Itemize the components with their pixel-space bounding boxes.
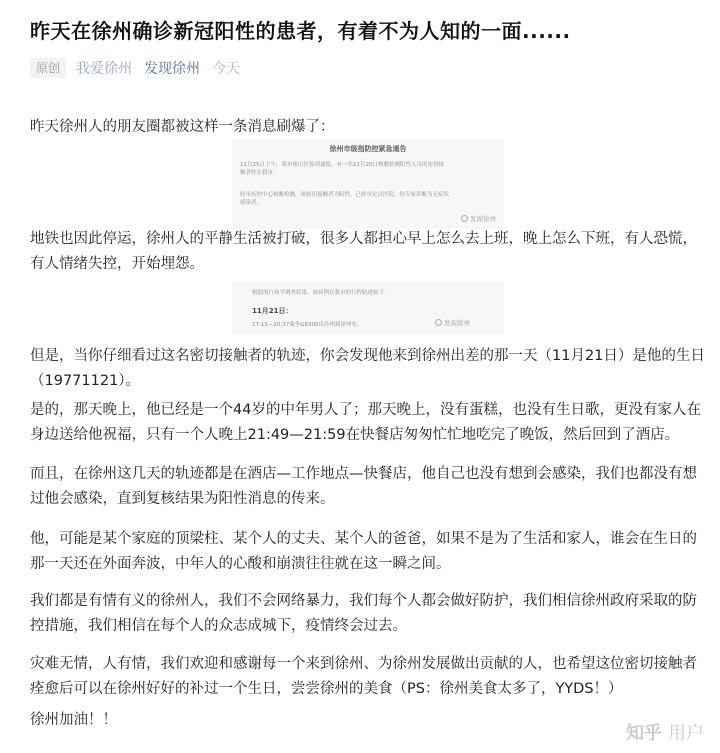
trip-line: 17:15—20:37乘坐G8300由苏州到徐州东。: [252, 322, 363, 328]
paragraph-6: 他，可能是某个家庭的顶梁柱、某个人的丈夫、某个人的爸爸，如果不是为了生活和家人，谁会在生日的那一天还在外面奔波，中年人的心酸和崩溃往往就在这一瞬之间。: [30, 531, 697, 572]
trip-intro: 根据流行病学调查结果，该病例在我市的行程轨迹如下：: [252, 290, 390, 296]
notice-title: 徐州市级指防控紧急通告: [329, 145, 407, 153]
paragraph-2: 地铁也因此停运，徐州人的平静生活被打破，很多人都担心早上怎么去上班，晚上怎么下班，有人恐慌，有人情绪失控，开始埋怨。: [30, 231, 697, 272]
article-title: 昨天在徐州确诊新冠阳性的患者，有着不为人知的一面......: [30, 19, 571, 43]
paragraph-9: 徐州加油！！: [30, 712, 117, 728]
notice-line: 经市疾控中心核酸检测，该密切接触者为阳性，已转至定点医院，经专家诊断为无症状: [240, 192, 450, 198]
trip-date: 11月21日：: [252, 307, 293, 315]
original-badge: 原创: [30, 58, 66, 78]
paragraph-7: 我们都是有情有义的徐州人，我们不会网络暴力，我们每个人都会做好防护，我们相信徐州政府采取的防控措施，我们相信在每个人的众志成城下，疫情终会过去。: [30, 593, 697, 634]
notice-line: 触者驻在我市。: [240, 170, 279, 176]
notice-image: [232, 139, 504, 229]
notice-line: 11月25日上午，我市密山区接到通报，有一名11月25日核酸检测阳性人员的密切接: [240, 162, 444, 168]
trip-image: [232, 282, 504, 334]
paragraph-1: 昨天徐州人的朋友圈都被这样一条消息刷爆了：: [30, 119, 335, 135]
zhihu-user: 用户: [668, 723, 704, 744]
zhihu-watermark: [626, 719, 704, 745]
watermark-icon: [461, 215, 468, 222]
paragraph-8: 灾难无情，人有情，我们欢迎和感谢每一个来到徐州、为徐州发展做出贡献的人，也希望这位密切接触者痊愈后可以在徐州好好的补过一个生日，尝尝徐州的美食（PS：徐州美食太多了，YYDS！）: [30, 656, 697, 697]
watermark-icon: [435, 319, 442, 326]
trip-watermark: 发现徐州: [435, 318, 470, 327]
paragraph-3: 但是，当你仔细看过这名密切接触者的轨迹，你会发现他来到徐州出差的那一天（11月21日）是他的生日（19771121）。: [30, 348, 705, 389]
publish-date: 今天: [212, 61, 241, 77]
paragraph-4: 是的，那天晚上，他已经是一个44岁的中年男人了；那天晚上，没有蛋糕，也没有生日歌，更没有家人在身边送给他祝福，只有一个人晚上21:49—21:59在快餐店匆匆忙忙地吃完了晚饭，然后回到了酒店。: [30, 402, 701, 443]
notice-watermark: 发现徐州: [461, 214, 496, 223]
article-meta: [30, 57, 240, 79]
zhihu-logo: 知乎: [626, 723, 662, 744]
account-link[interactable]: 发现徐州: [144, 61, 201, 77]
author-name[interactable]: 我爱徐州: [76, 61, 133, 77]
paragraph-5: 而且，在徐州这几天的轨迹都是在酒店—工作地点—快餐店，他自己也没有想到会感染，我们也都没有想过他会感染，直到复核结果为阳性消息的传来。: [30, 466, 697, 507]
notice-line: 感染者。: [240, 200, 263, 206]
